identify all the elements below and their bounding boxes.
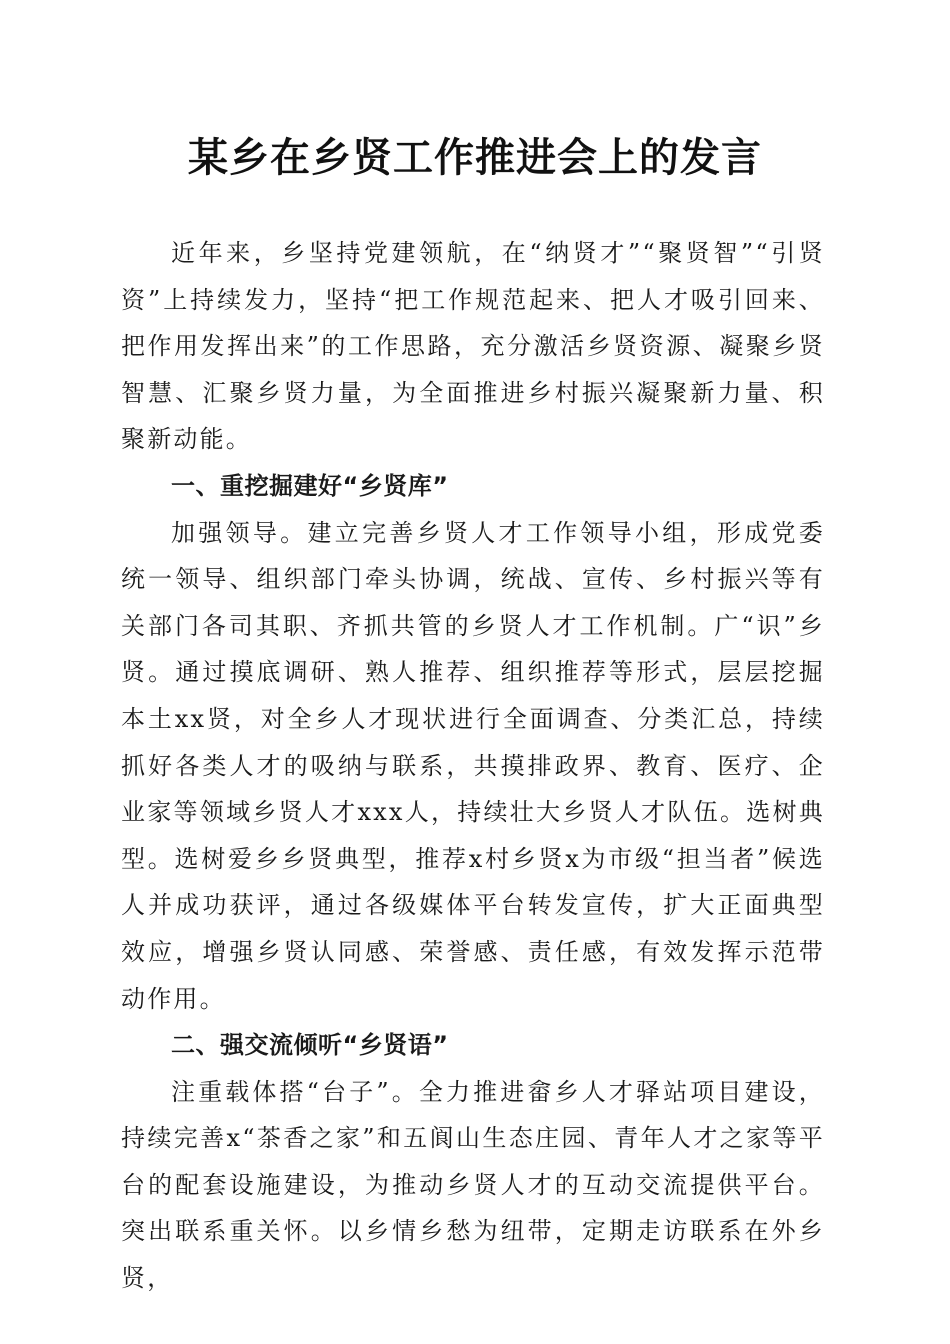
section-2-paragraph: 注重载体搭“台子”。全力推进畲乡人才驿站项目建设，持续完善x“茶香之家”和五阆山生态庄园、青年人才之家等平台的配套设施建设，为推动乡贤人才的互动交流提供平台。突出联系重关怀。以乡情乡愁为纽带，定期走访联系在外乡贤， bbox=[121, 1077, 825, 1293]
document-body bbox=[121, 230, 825, 1302]
section-1-paragraph: 加强领导。建立完善乡贤人才工作领导小组，形成党委统一领导、组织部门牵头协调，统战、宣传、乡村振兴等有关部门各司其职、齐抓共管的乡贤人才工作机制。广“识”乡贤。通过摸底调研、熟人推荐、组织推荐等形式，层层挖掘本土xx贤，对全乡人才现状进行全面调查、分类汇总，持续抓好各类人才的吸纳与联系，共摸排政界、教育、医疗、企业家等领域乡贤人才xxx人，持续壮大乡贤人才队伍。选树典型。选树爱乡乡贤典型，推荐x村乡贤x为市级“担当者”候选人并成功获评，通过各级媒体平台转发宣传，扩大正面典型效应，增强乡贤认同感、荣誉感、责任感，有效发挥示范带动作用。 bbox=[121, 518, 825, 1013]
document-title: 某乡在乡贤工作推进会上的发言 bbox=[188, 134, 762, 181]
intro-paragraph: 近年来，乡坚持党建领航，在“纳贤才”“聚贤智”“引贤资”上持续发力，坚持“把工作规范起来、把人才吸引回来、把作用发挥出来”的工作思路，充分激活乡贤资源、凝聚乡贤智慧、汇聚乡贤力量，为全面推进乡村振兴凝聚新力量、积聚新动能。 bbox=[121, 239, 825, 454]
section-2-heading: 二、强交流倾听“乡贤语” bbox=[171, 1031, 449, 1060]
section-1-heading: 一、重挖掘建好“乡贤库” bbox=[171, 471, 449, 500]
